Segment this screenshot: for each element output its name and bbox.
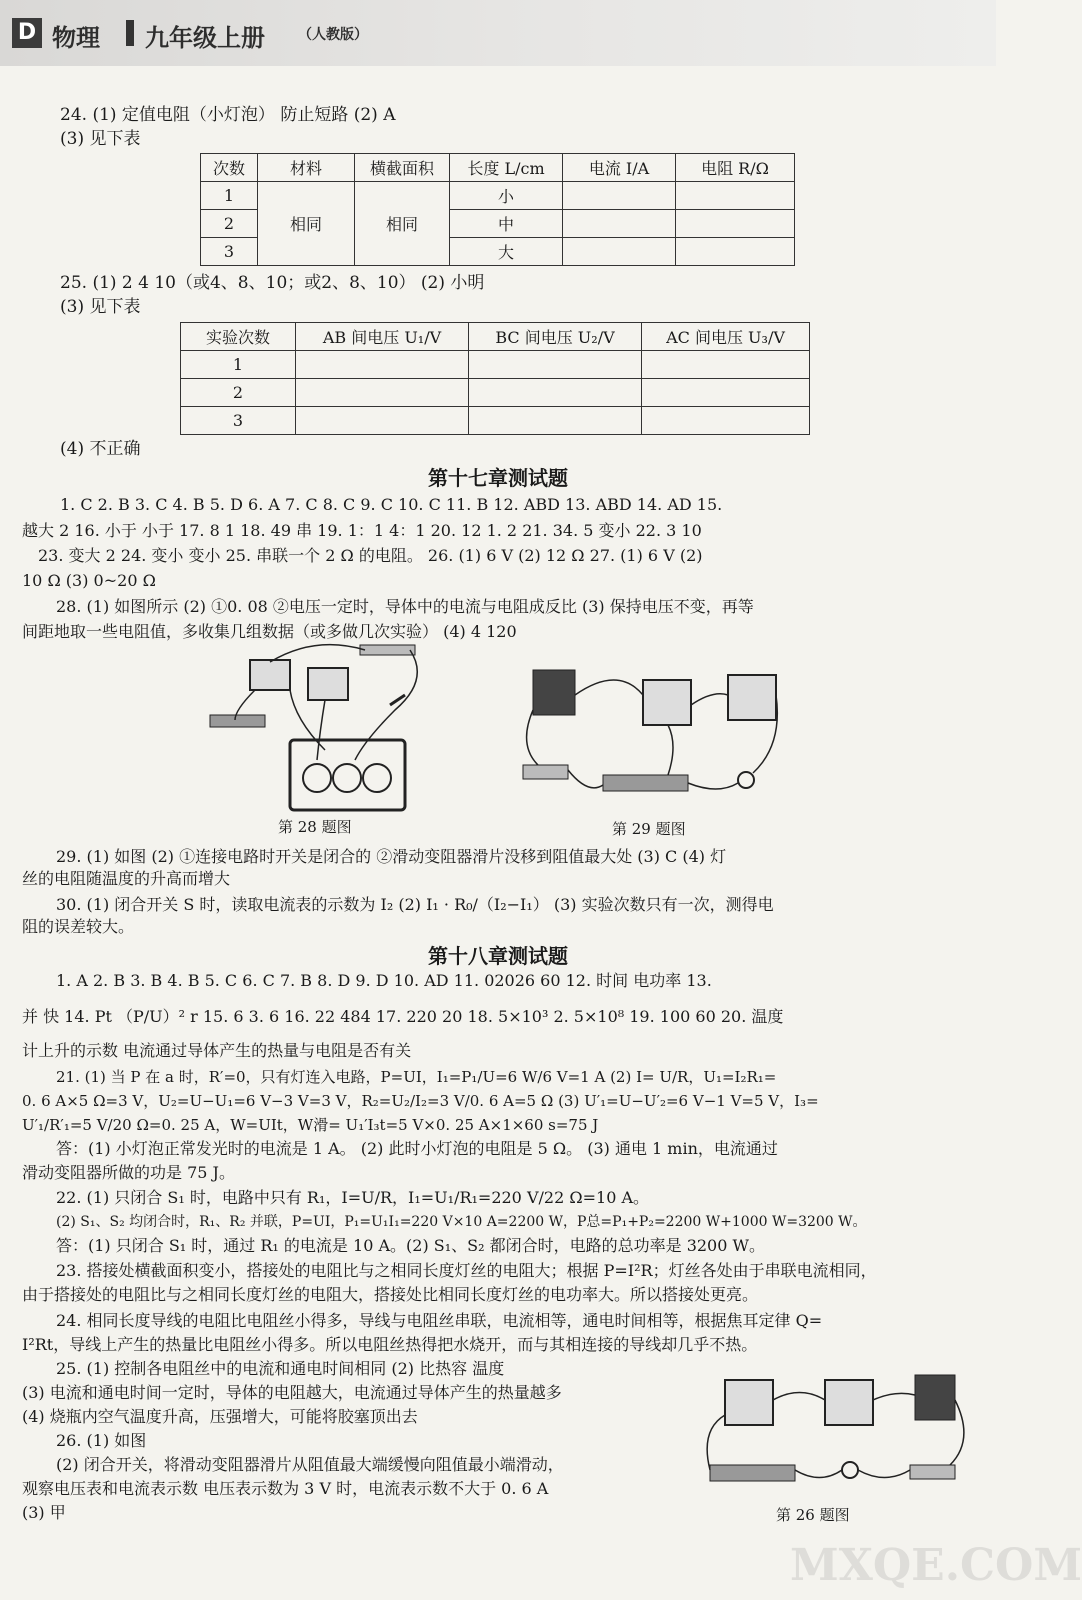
table-header: BC 间电压 U₂/V [469, 323, 642, 351]
ch18-line3: 计上升的示数 电流通过导体产生的热量与电阻是否有关 [22, 1041, 412, 1060]
table-header: 电流 I/A [563, 154, 676, 182]
ch18-line2: 并 快 14. Pt （P/U）² r 15. 6 3. 6 16. 22 484 17. 220 20 18. 5×10³ 2. 5×10⁸ 19. 100 60 20. 温度 [22, 1007, 784, 1026]
watermark: MXQE.COM [790, 1540, 1082, 1591]
table-cell [469, 407, 642, 435]
ch17-line6: 间距地取一些电阻值，多收集几组数据（或多做几次实验） (4) 4 120 [22, 622, 517, 641]
answer-26-line4: (3) 甲 [22, 1503, 66, 1522]
answer-24b-line2: I²Rt，导线上产生的热量比电阻丝小得多。所以电阻丝热得把水烧开，而与其相连接的导线却几乎不热。 [22, 1335, 758, 1354]
table-cell [296, 379, 469, 407]
answer-26-line3: 观察电压表和电流表示数 电压表示数为 3 V 时，电流表示数不大于 0. 6 A [22, 1479, 549, 1498]
section-letter: D [12, 18, 42, 48]
answer-25-line3: (4) 不正确 [60, 439, 141, 459]
answer-24b-line1: 24. 相同长度导线的电阻比电阻丝小得多，导线与电阻丝串联，电流相等，通电时间相等，根据焦耳定律 Q= [56, 1311, 823, 1330]
page-header [0, 0, 996, 66]
figure-26-caption: 第 26 题图 [776, 1506, 850, 1524]
table-cell: 2 [181, 379, 296, 407]
subject-title: 物理 [52, 24, 100, 52]
table-cell [469, 379, 642, 407]
circuit-figure-28 [205, 640, 435, 815]
table-header: AB 间电压 U₁/V [296, 323, 469, 351]
table-header: 实验次数 [181, 323, 296, 351]
table-cell [563, 182, 676, 210]
table-header: AC 间电压 U₃/V [642, 323, 810, 351]
grade-title: 九年级上册 [145, 24, 265, 52]
circuit-figure-26 [700, 1370, 980, 1500]
table-cell: 中 [450, 210, 563, 238]
table-cell [642, 351, 810, 379]
answer-21-line2: 0. 6 A×5 Ω=3 V，U₂=U−U₁=6 V−3 V=3 V，R₂=U₂/I₂=3 V/0. 6 A=5 Ω (3) U′₁=U−U′₂=6 V−1 V=5 V，I₃= [22, 1092, 819, 1110]
answer-24-line2: (3) 见下表 [60, 129, 141, 149]
table-cell [469, 351, 642, 379]
table-cell [296, 407, 469, 435]
table-cell [676, 210, 795, 238]
chapter-17-title: 第十七章测试题 [428, 466, 568, 490]
answer-22-line1: 22. (1) 只闭合 S₁ 时，电路中只有 R₁，I=U/R，I₁=U₁/R₁=220 V/22 Ω=10 A。 [56, 1188, 650, 1207]
answer-29-line1: 29. (1) 如图 (2) ①连接电路时开关是闭合的 ②滑动变阻器滑片没移到阻值最大处 (3) C (4) 灯 [56, 847, 727, 866]
ch18-line1: 1. A 2. B 3. B 4. B 5. C 6. C 7. B 8. D 9. D 10. AD 11. 02026 60 12. 时间 电功率 13. [56, 971, 712, 990]
answer-25-line1: 25. (1) 2 4 10（或4、8、10；或2、8、10） (2) 小明 [60, 273, 485, 293]
table-cell [563, 210, 676, 238]
answer-25b-line1: 25. (1) 控制各电阻丝中的电流和通电时间相同 (2) 比热容 温度 [56, 1359, 505, 1378]
table-cell: 小 [450, 182, 563, 210]
table-header: 电阻 R/Ω [676, 154, 795, 182]
table-cell: 大 [450, 238, 563, 266]
chapter-18-title: 第十八章测试题 [428, 944, 568, 968]
answer-26-line2: (2) 闭合开关，将滑动变阻器滑片从阻值最大端缓慢向阻值最小端滑动， [56, 1455, 564, 1474]
table-header: 次数 [201, 154, 258, 182]
answer-29-line2: 丝的电阻随温度的升高而增大 [22, 869, 231, 888]
table-header: 横截面积 [355, 154, 450, 182]
table-cell: 3 [181, 407, 296, 435]
table-cell [642, 407, 810, 435]
answer-30-line1: 30. (1) 闭合开关 S 时，读取电流表的示数为 I₂ (2) I₁ · R₀/（I₂−I₁） (3) 实验次数只有一次，测得电 [56, 895, 774, 914]
table-cell [296, 351, 469, 379]
table-header: 长度 L/cm [450, 154, 563, 182]
table-cell [676, 238, 795, 266]
table-cell: 3 [201, 238, 258, 266]
table-voltage [180, 322, 810, 435]
answer-25b-line3: (4) 烧瓶内空气温度升高，压强增大，可能将胶塞顶出去 [22, 1407, 418, 1426]
answer-22-line3: 答：(1) 只闭合 S₁ 时，通过 R₁ 的电流是 10 A。(2) S₁、S₂ 都闭合时，电路的总功率是 3200 W。 [56, 1236, 765, 1255]
header-divider [126, 20, 134, 46]
table-cell: 相同 [258, 182, 355, 266]
table-cell [642, 379, 810, 407]
answer-23-line1: 23. 搭接处横截面积变小，搭接处的电阻比与之相同长度灯丝的电阻大；根据 P=I²R；灯丝各处由于串联电流相同， [56, 1261, 877, 1280]
ch17-line3: 23. 变大 2 24. 变小 变小 25. 串联一个 2 Ω 的电阻。 26. (1) 6 V (2) 12 Ω 27. (1) 6 V (2) [38, 546, 703, 565]
table-cell: 相同 [355, 182, 450, 266]
table-cell [676, 182, 795, 210]
answer-25b-line2: (3) 电流和通电时间一定时，导体的电阻越大，电流通过导体产生的热量越多 [22, 1383, 562, 1402]
figure-28-caption: 第 28 题图 [278, 818, 352, 836]
table-cell: 2 [201, 210, 258, 238]
figure-29-caption: 第 29 题图 [612, 820, 686, 838]
answer-25-line2: (3) 见下表 [60, 297, 141, 317]
answer-21-line5: 滑动变阻器所做的功是 75 J。 [22, 1163, 235, 1182]
answer-22-line2: (2) S₁、S₂ 均闭合时，R₁、R₂ 并联，P=UI，P₁=U₁I₁=220 V×10 A=2200 W，P总=P₁+P₂=2200 W+1000 W=3200 W。 [56, 1214, 867, 1230]
table-header: 材料 [258, 154, 355, 182]
answer-26-line1: 26. (1) 如图 [56, 1431, 147, 1450]
answer-30-line2: 阻的误差较大。 [22, 917, 135, 936]
table-cell: 1 [181, 351, 296, 379]
circuit-figure-29 [518, 665, 778, 810]
edition-label: （人教版） [298, 27, 368, 43]
answer-24-line1: 24. (1) 定值电阻（小灯泡） 防止短路 (2) A [60, 105, 396, 125]
answer-21-line4: 答：(1) 小灯泡正常发光时的电流是 1 A。 (2) 此时小灯泡的电阻是 5 Ω。 (3) 通电 1 min，电流通过 [56, 1139, 778, 1158]
ch17-line2: 越大 2 16. 小于 小于 17. 8 1 18. 49 串 19. 1：1 4：1 20. 12 1. 2 21. 34. 5 变小 22. 3 10 [22, 521, 702, 540]
ch17-line4: 10 Ω (3) 0~20 Ω [22, 571, 156, 590]
table-cell: 1 [201, 182, 258, 210]
ch17-line5: 28. (1) 如图所示 (2) ①0. 08 ②电压一定时，导体中的电流与电阻成反比 (3) 保持电压不变，再等 [56, 597, 754, 616]
table-resistance [200, 153, 795, 266]
answer-21-line3: U′₁/R′₁=5 V/20 Ω=0. 25 A，W=UIt，W滑= U₁′I₃t=5 V×0. 25 A×1×60 s=75 J [22, 1116, 599, 1134]
answer-21-line1: 21. (1) 当 P 在 a 时，R′=0，只有灯连入电路，P=UI，I₁=P₁/U=6 W/6 V=1 A (2) I= U/R，U₁=I₂R₁= [56, 1068, 777, 1086]
table-cell [563, 238, 676, 266]
ch17-line1: 1. C 2. B 3. C 4. B 5. D 6. A 7. C 8. C 9. C 10. C 11. B 12. ABD 13. ABD 14. AD 15. [60, 495, 723, 514]
answer-23-line2: 由于搭接处的电阻比与之相同长度灯丝的电阻大，搭接处比相同长度灯丝的电功率大。所以搭接处更亮。 [22, 1285, 759, 1304]
